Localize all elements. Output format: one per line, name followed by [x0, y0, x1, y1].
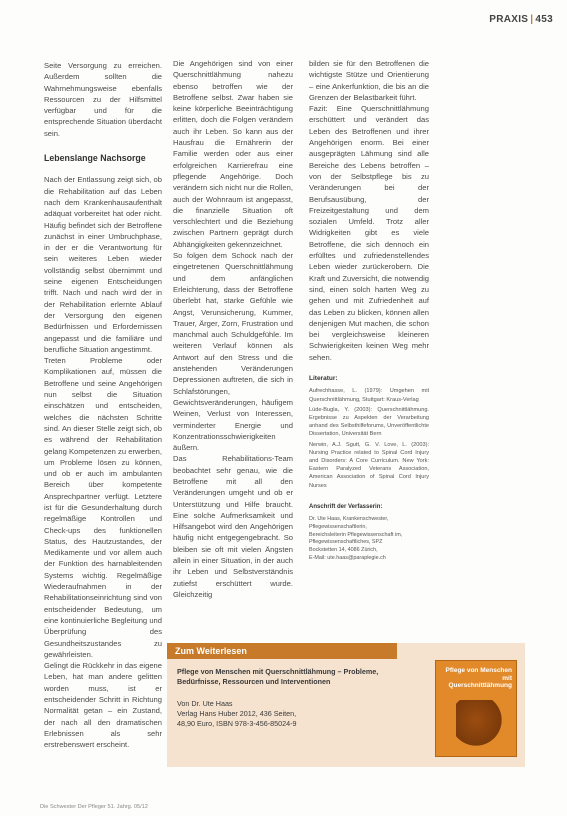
author-heading: Anschrift der Verfasserin: — [309, 503, 383, 510]
book-price: 48,90 Euro, ISBN 978-3-456-85024-9 — [177, 719, 297, 728]
address-line: Bockstetten 14, 4086 Zürich, — [309, 547, 378, 554]
box-label: Zum Weiterlesen — [167, 643, 397, 659]
literature-heading: Literatur: — [309, 375, 338, 383]
paragraph: Das Rehabilitations-Team beobachtet sehr genau, wie die Betroffene mit all den Veränderungen umgeht und ob er Unterstützung und Hilfe braucht. Eine solche Aufmerksamkeit und Hilfsangebot wird den Angehörigen häufig nicht entgegengebracht. So bleiben sie oft mit vielen Ängsten allein in einer Situation, in der auch ihr Leben und Selbstverständnis zutiefst erschüttert wurde. Gleichzeitig — [173, 454, 293, 599]
header-separator: | — [530, 14, 534, 25]
book-cover-title: Pflege von Menschen mit Querschnittlähmung — [445, 667, 512, 689]
book-cover-figure — [456, 700, 506, 750]
paragraph: Die Angehörigen sind von einer Querschnittlähmung nahezu ebenso betroffen wie der Betroffene selbst. Zwar haben sie keine körperliche Beeinträchtigung erlitten, doch die Folgen verändern auch ihr Leben. So kann aus der Hausfrau die Ernährerin der Familie werden oder aus einer erfolgreichen Karrierefrau eine pflegende Angehörige. Doch verändern sich nicht nur die Rollen, auch der Wohnraum ist angepasst, die finanzielle Situation oft verschlechtert und die Beziehung zwischen Partnern geprägt durch Abhängigkeiten gekennzeichnet. — [173, 59, 293, 249]
literature-item: Aufrechhasse, L. (1979): Umgehen mit Querschnittlähmung, Stuttgart: Kraus-Verlag — [309, 388, 429, 403]
page-footer: Die Schwester Der Pfleger 51. Jahrg. 05/12 — [40, 804, 148, 810]
address-line: Pflegewissenschaftliches, SPZ — [309, 539, 383, 546]
paragraph: Fazit: Eine Querschnittlähmung erschüttert und verändert das Leben des Betroffenen und ihrer Angehörigen enorm. Bei einer ausgeprägten Lähmung sind alle Bereiche des Lebens betroffen – von der Selbstpflege bis zu Veränderungen bei der Berufsausübung, der Freizeitgestaltung und dem sozialen Umfeld. Trotz aller Widrigkeiten gibt es viele Betroffene, die sich dennoch ein erfülltes und zufriedenstellendes Leben wieder zurückerobern. Die Kraft und Zuversicht, die notwendig sind, einen solch harten Weg zu gehen und mit Zufriedenheit auf das Leben zu blicken, können allen denjenigen Mut machen, die schon bei vergleichsweise kleineren Schwierigkeiten keinen Weg mehr sehen. — [309, 104, 429, 362]
paragraph: bilden sie für den Betroffenen die wichtigste Stütze und Orientierung – eine Ankerfunktion, die bis an die Grenzen der Belastbarkeit führt. — [309, 59, 429, 102]
literature-list — [309, 387, 429, 489]
further-reading-box — [167, 643, 525, 767]
literature-item: Nerwin, A.J. Sgutt, G. V. Love, L. (2003): Nursing Practice related to Spinal Cord Injury and Disorders: A Core Curriculum. New York: Eastern Paralyzed Veterans Association, American Association of Spinal Cord Injury Nurses — [309, 441, 429, 489]
column-1 — [44, 60, 162, 751]
column-2 — [173, 58, 293, 600]
paragraph: Treten Probleme oder Komplikationen auf, müssen die Betroffene und seine Angehörigen nun selbst die Situation einschätzen und entscheiden, welches die nächsten Schritte sind. An dieser Stelle zeigt sich, ob es während der Rehabilitation gelang Kompetenzen zu erwerben, um Probleme lösen zu können, und ob er auch im ambulanten Bereich über kompetente Ansprechpartner verfügt. Letztere ist für die Gesunderhaltung durch regelmäßige Kontrollen und Check-ups des funktionellen Status, des Hautzustandes, der Medikamente und vor allem auch der Funktion des harnableitenden Systems wichtig. Regelmäßige Wiederaufnahmen in der Rehabilitationseinrichtung sind von entscheidender Bedeutung, um eine kontinuierliche Begleitung und Überprüfung des Gesundheitszustandes zu gewährleisten. — [44, 356, 162, 659]
address-line: Pflegewissenschaftlerin, — [309, 523, 367, 530]
literature-item: Lüde-Bugla, Y. (2003): Querschnittlähmung. Ergebnisse zu Aspekten der Verarbeitung anhand des Selbsthilfeforums, Unveröffentlichte Dissertation, Universität Bern — [309, 406, 429, 438]
book-author: Von Dr. Ute Haas — [177, 699, 233, 708]
address-line: Bereichsleiterin Pflegewissenschaft im, — [309, 531, 403, 538]
column-3 — [309, 58, 429, 563]
page-header — [489, 14, 553, 25]
section-label: PRAXIS — [489, 14, 529, 25]
paragraph: Seite Versorgung zu erreichen. Außerdem sollten die Wahrnehmungsweise ebenfalls Ressourcen zu der Hilfsmittel verfügbar und für die entsprechende Situation überdacht sein. — [44, 61, 162, 138]
paragraph: Gelingt die Rückkehr in das eigene Leben, hat man andere gelitten worden muss, ist er entscheidender Schritt in Richtung Normalität getan – ein Zustand, der nach all den dramatischen Erlebnissen als sehr erstrebenswert erscheint. — [44, 661, 162, 750]
section-heading: Lebenslange Nachsorge — [44, 153, 146, 164]
author-address — [309, 516, 429, 563]
book-cover — [435, 660, 517, 757]
address-line: Dr. Ute Haas, Krankenschwester, — [309, 516, 389, 523]
book-title: Pflege von Menschen mit Querschnittlähmung – Probleme, Bedürfnisse, Ressourcen und Interventionen — [177, 667, 379, 686]
paragraph: So folgen dem Schock nach der eingetretenen Querschnittlähmung und dem anfänglichen Erleichterung, dass der Betroffene überlebt hat, starke Gefühle wie Angst, Verunsicherung, Kummer, Trauer, Ärger, Zorn, Frustration und manchmal auch Schuldgefühle. Im weiteren Verlauf können als Antwort auf den Stress und die anstehenden Veränderungen Depressionen auftreten, die sich in Schlafstörungen, Gewichtsveränderungen, häufigem Weinen, Verlust von Interessen, verminderter Energie und Konzentrationsschwierigkeiten äußern. — [173, 251, 293, 453]
email-link[interactable]: E-Mail: ute.haas@paraplegie.ch — [309, 555, 386, 562]
page-number: 453 — [535, 14, 553, 25]
paragraph: Nach der Entlassung zeigt sich, ob die Rehabilitation auf das Leben nach dem Krankenhausaufenthalt adäquat vorbereitet hat oder nicht. Häufig befindet sich der Betroffene zunächst in einer Umbruchphase, in der er die Verantwortung für sein weiteres Leben wieder vollständig selbst übernimmt und seine eigenen Entscheidungen trifft. Nach und nach wird der in der Rehabilitation erlernte Ablauf der Versorgung den eigenen Bedürfnissen und Erfordernissen angepasst und die familiäre und berufliche Situation angestimmt. — [44, 175, 162, 354]
book-publisher: Verlag Hans Huber 2012, 436 Seiten, — [177, 709, 297, 718]
box-body — [177, 667, 412, 729]
